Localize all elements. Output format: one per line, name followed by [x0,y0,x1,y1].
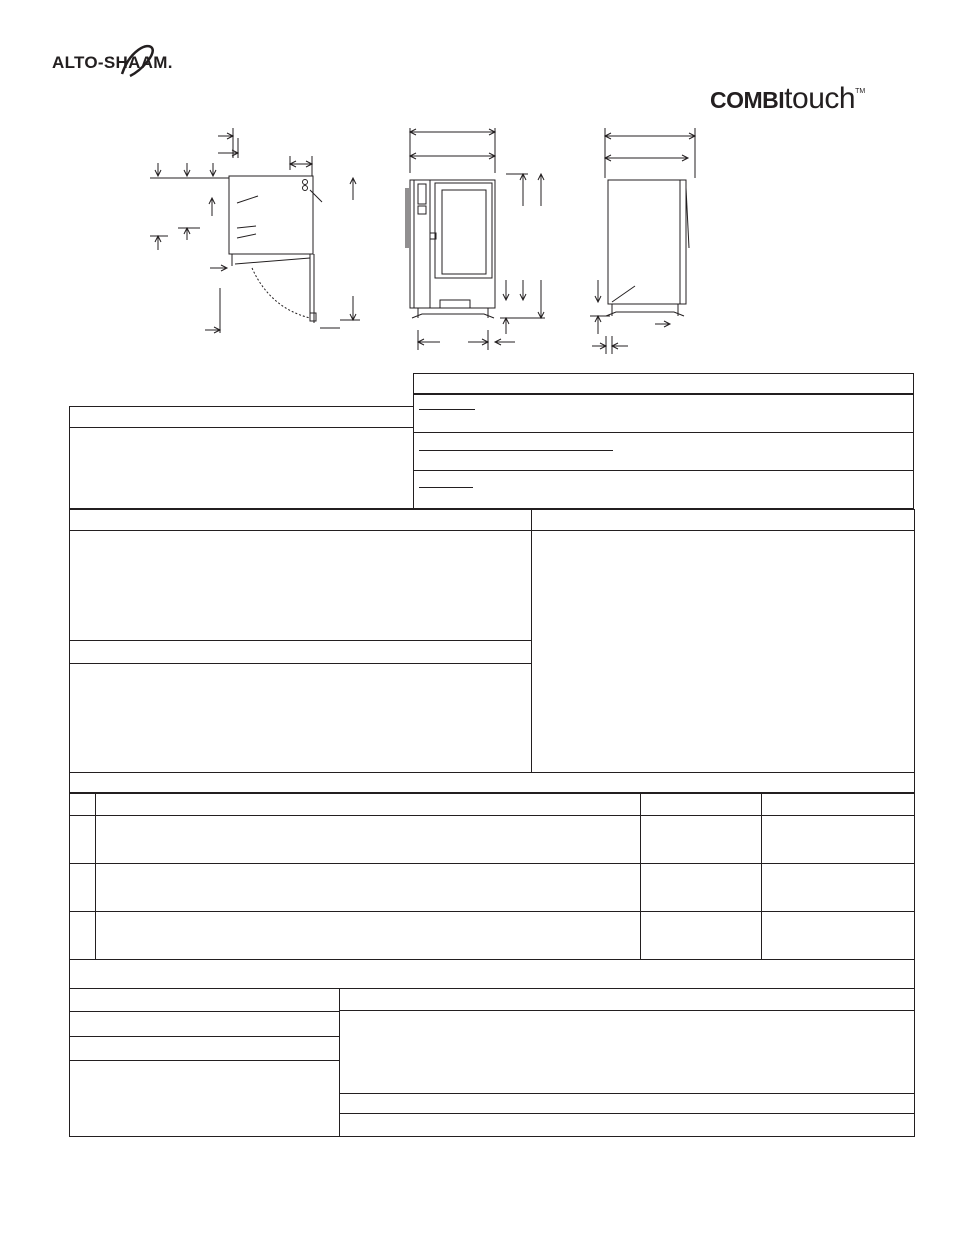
spec-section-middle-divider [531,509,532,773]
options-table-col-divider [761,792,762,960]
options-table [69,772,915,960]
trademark-mark: TM [855,88,866,95]
options-table-row-rule [69,911,915,912]
brand-logo-text: ALTO-SHAAM. [52,53,173,72]
dimension-drawings [140,118,720,368]
options-table-row-rule [69,863,915,864]
spec-section-bottom-rule [69,988,915,989]
alto-shaam-logo [52,40,212,82]
field-underline [419,450,613,451]
spec-section-bottom-right-rule [339,1113,915,1114]
spec-box-right-top-row-rule [413,432,914,433]
field-underline [419,487,473,488]
spec-section-middle-header-rule [69,530,915,531]
spec-section-bottom-left-rule [69,1036,339,1037]
spec-section-bottom [69,959,915,1137]
product-logo-bold: COMBI [710,87,785,113]
spec-section-middle [69,509,915,773]
spec-section-bottom-left-rule [69,1011,339,1012]
product-logo-light: touch [784,82,856,115]
spec-section-middle-left-rule [69,663,531,664]
spec-section-bottom-right-rule [339,1093,915,1094]
options-table-column-header-rule [69,815,915,816]
combitouch-logo [710,82,910,122]
spec-section-bottom-left-rule [69,1060,339,1061]
spec-box-left-top-header-rule [69,427,414,428]
spec-section-middle-left-rule [69,640,531,641]
spec-box-right-top-row-rule [413,470,914,471]
spec-section-bottom-right-rule [339,1010,915,1011]
options-table-header-rule [69,792,915,794]
options-table-col-divider [95,792,96,960]
options-table-col-divider [640,792,641,960]
spec-box-left-top [69,406,414,509]
side-view-drawing [590,128,695,354]
spec-box-right-top-header-rule [413,393,914,395]
top-view-drawing [150,128,360,333]
front-view-drawing [406,128,545,350]
field-underline [419,409,475,410]
